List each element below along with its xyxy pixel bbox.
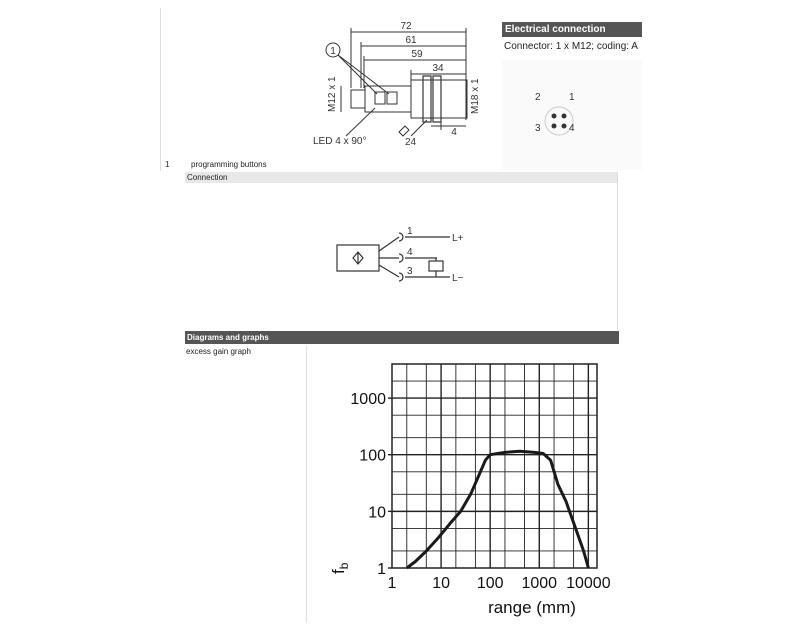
dim-34: 34	[432, 63, 444, 74]
pin-label-2: 2	[535, 92, 541, 103]
y-axis-label: $f_b$	[329, 562, 351, 574]
terminal-l-plus: L+	[452, 233, 464, 244]
x-tick-label: 1	[387, 575, 397, 592]
connection-diagram	[185, 183, 617, 323]
chart-frame	[392, 364, 597, 568]
callout-number: 1	[330, 46, 336, 57]
x-tick-labels	[388, 575, 611, 592]
x-tick-label: 100	[476, 575, 504, 592]
connector-text: Connector: 1 x M12; coding: A	[504, 41, 638, 52]
terminal-l-minus: L−	[452, 273, 464, 284]
chart-series	[407, 451, 589, 568]
y-tick-labels	[350, 391, 386, 578]
excess-gain-chart	[320, 350, 620, 622]
x-tick-label: 10000	[566, 575, 611, 592]
footnote-text: programming buttons	[191, 160, 267, 169]
conn-pin-1: 1	[407, 226, 413, 237]
thread-right-label: M18 x 1	[470, 78, 481, 114]
dim-61: 61	[405, 35, 417, 46]
dimension-drawing	[161, 8, 503, 171]
y-tick-label: 10	[368, 504, 386, 522]
dim-24: 24	[405, 137, 417, 148]
connection-section	[185, 172, 618, 330]
pin-label-3: 3	[535, 123, 541, 134]
conn-pin-3: 3	[407, 266, 413, 277]
graph-divider	[306, 346, 307, 623]
dim-59: 59	[411, 49, 423, 60]
dim-4: 4	[451, 127, 457, 138]
connection-title: Connection	[185, 172, 617, 183]
footnote-number: 1	[165, 160, 170, 169]
pin-label-1: 1	[569, 92, 575, 103]
dimension-drawing-panel	[160, 8, 503, 171]
x-tick-label: 10	[432, 575, 450, 592]
led-label: LED 4 x 90°	[313, 136, 367, 147]
thread-left-label: M12 x 1	[327, 76, 338, 112]
conn-pin-4: 4	[407, 247, 413, 258]
electrical-connection-title: Electrical connection	[502, 22, 642, 37]
y-tick-label: 1000	[350, 391, 386, 409]
pin-label-4: 4	[569, 123, 575, 134]
connector-pinout	[502, 60, 642, 170]
chart-grid	[388, 364, 597, 568]
diagrams-title: Diagrams and graphs	[185, 331, 619, 344]
x-tick-label: 1000	[521, 575, 558, 592]
x-axis-label: range (mm)	[488, 598, 576, 617]
y-tick-label: 100	[359, 447, 386, 465]
graph-label: excess gain graph	[186, 347, 251, 356]
dim-72: 72	[400, 21, 412, 32]
electrical-connection-panel	[502, 22, 642, 170]
y-tick-label: 1	[377, 561, 386, 578]
excess-gain-curve	[407, 451, 589, 568]
